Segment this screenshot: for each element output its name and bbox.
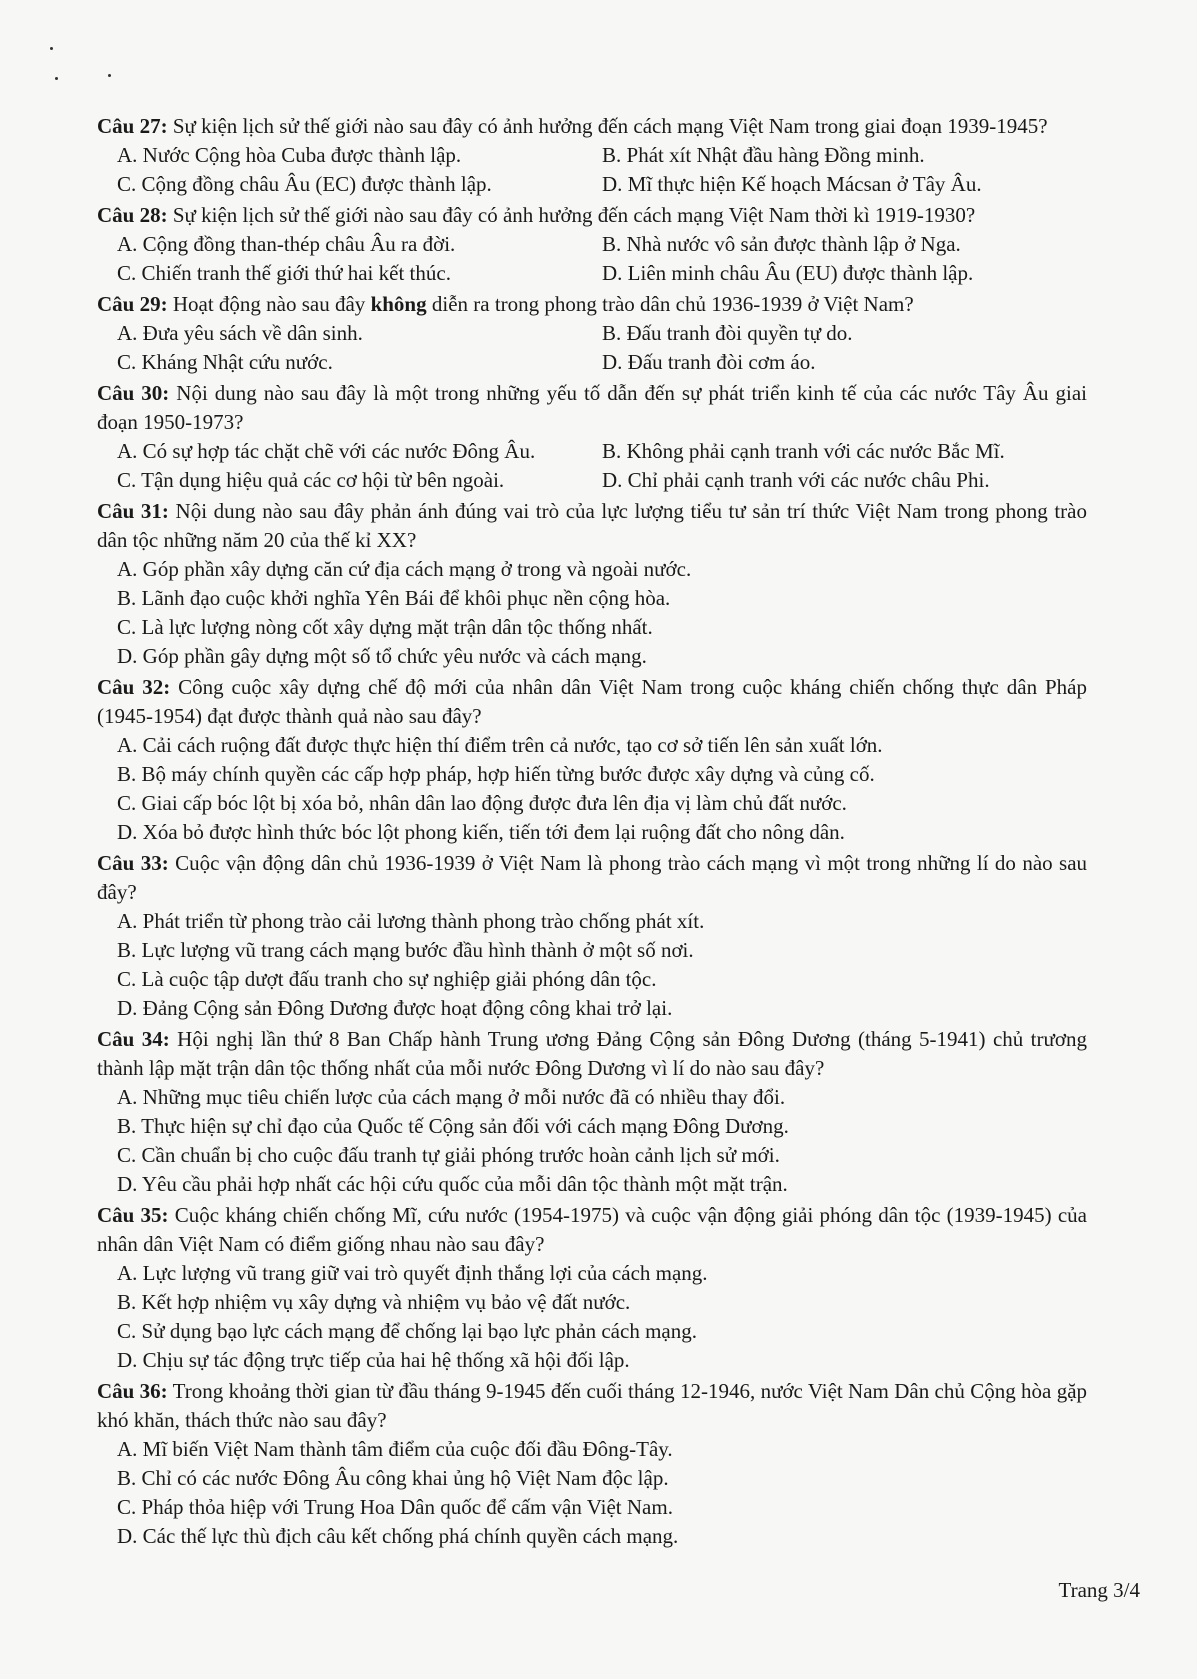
answer-options: [97, 1435, 1087, 1551]
option-text: Chịu sự tác động trực tiếp của hai hệ thống xã hội đối lập.: [142, 1348, 630, 1372]
option-text: Pháp thỏa hiệp với Trung Hoa Dân quốc để cấm vận Việt Nam.: [141, 1495, 673, 1519]
question-block: [97, 1025, 1087, 1199]
page-number: Trang 3/4: [1058, 1578, 1140, 1602]
answer-options: [97, 555, 1087, 671]
question-stem-emphasis: không: [370, 292, 427, 316]
option-letter: B.: [602, 232, 622, 256]
question-stem: Cuộc kháng chiến chống Mĩ, cứu nước (1954-1975) và cuộc vận động giải phóng dân tộc (1939-1945) của nhân dân Việt Nam có điểm giống nhau nào sau đây?: [97, 1203, 1088, 1256]
scan-speck: [55, 77, 58, 80]
answer-option: [117, 731, 1087, 760]
question-number: Câu 27:: [97, 114, 168, 138]
option-letter: A.: [117, 321, 138, 345]
option-text: Đấu tranh đòi quyền tự do.: [626, 321, 853, 345]
answer-options: [97, 1259, 1087, 1375]
option-letter: B.: [602, 321, 622, 345]
question-block: [97, 1377, 1087, 1551]
option-letter: B.: [117, 762, 137, 786]
option-letter: D.: [117, 1348, 138, 1372]
option-letter: A.: [117, 1261, 138, 1285]
option-row: [117, 348, 1087, 377]
question-text: [97, 201, 1087, 230]
option-letter: B.: [117, 1290, 137, 1314]
answer-options: [97, 731, 1087, 847]
answer-option: [117, 760, 1087, 789]
option-row: [117, 319, 1087, 348]
option-letter: D.: [117, 820, 138, 844]
question-text: [97, 379, 1087, 437]
question-number: Câu 29:: [97, 292, 168, 316]
answer-option: [117, 936, 1087, 965]
answer-option: [602, 348, 1087, 377]
option-letter: D.: [602, 261, 623, 285]
answer-option: [117, 1464, 1087, 1493]
question-stem: Công cuộc xây dựng chế độ mới của nhân dân Việt Nam trong cuộc kháng chiến chống thực dân Pháp (1945-1954) đạt được thành quả nào sau đây?: [97, 675, 1087, 728]
question-block: [97, 290, 1087, 377]
option-letter: C.: [117, 1143, 137, 1167]
answer-option: [117, 1435, 1087, 1464]
question-block: [97, 849, 1087, 1023]
scan-speck: [50, 47, 53, 50]
answer-option: [117, 319, 602, 348]
option-text: Giai cấp bóc lột bị xóa bỏ, nhân dân lao động được đưa lên địa vị làm chủ đất nước.: [141, 791, 847, 815]
answer-option: [117, 818, 1087, 847]
option-letter: D.: [117, 1524, 138, 1548]
option-text: Chiến tranh thế giới thứ hai kết thúc.: [141, 261, 451, 285]
option-text: Các thế lực thù địch câu kết chống phá chính quyền cách mạng.: [142, 1524, 679, 1548]
answer-option: [117, 437, 602, 466]
answer-option: [117, 1317, 1087, 1346]
question-stem: Sự kiện lịch sử thế giới nào sau đây có ảnh hưởng đến cách mạng Việt Nam trong giai đoạn 1939-1945?: [172, 114, 1048, 138]
option-text: Đấu tranh đòi cơm áo.: [627, 350, 816, 374]
option-text: Bộ máy chính quyền các cấp hợp pháp, hợp hiến từng bước được xây dựng và củng cố.: [141, 762, 875, 786]
answer-option: [117, 1259, 1087, 1288]
option-letter: D.: [602, 468, 623, 492]
option-text: Yêu cầu phải hợp nhất các hội cứu quốc của mỗi dân tộc thành một mặt trận.: [141, 1172, 788, 1196]
question-number: Câu 36:: [97, 1379, 168, 1403]
option-letter: C.: [117, 1495, 137, 1519]
answer-option: [117, 1112, 1087, 1141]
option-row: [117, 437, 1087, 466]
option-row: [117, 466, 1087, 495]
option-text: Là lực lượng nòng cốt xây dựng mặt trận dân tộc thống nhất.: [141, 615, 653, 639]
question-text: [97, 112, 1087, 141]
question-stem: Cuộc vận động dân chủ 1936-1939 ở Việt Nam là phong trào cách mạng vì một trong những lí do nào sau đây?: [97, 851, 1088, 904]
option-letter: C.: [117, 172, 137, 196]
answer-option: [602, 466, 1087, 495]
option-text: Tận dụng hiệu quả các cơ hội từ bên ngoài.: [141, 468, 505, 492]
answer-options: [97, 907, 1087, 1023]
question-text: [97, 290, 1087, 319]
answer-option: [117, 1141, 1087, 1170]
option-letter: C.: [117, 791, 137, 815]
option-letter: B.: [117, 586, 137, 610]
question-stem: Trong khoảng thời gian từ đầu tháng 9-1945 đến cuối tháng 12-1946, nước Việt Nam Dân chủ Cộng hòa gặp khó khăn, thách thức nào sau đây?: [97, 1379, 1088, 1432]
answer-option: [117, 259, 602, 288]
option-text: Chỉ phải cạnh tranh với các nước châu Phi.: [627, 468, 990, 492]
question-block: [97, 201, 1087, 288]
option-letter: B.: [117, 1114, 137, 1138]
answer-option: [117, 1522, 1087, 1551]
option-letter: A.: [117, 733, 138, 757]
option-letter: C.: [117, 1319, 137, 1343]
option-letter: D.: [117, 644, 138, 668]
answer-option: [117, 584, 1087, 613]
option-letter: A.: [117, 232, 138, 256]
question-stem: Nội dung nào sau đây là một trong những yếu tố dẫn đến sự phát triển kinh tế của các nước Tây Âu giai đoạn 1950-1973?: [97, 381, 1088, 434]
option-text: Lãnh đạo cuộc khởi nghĩa Yên Bái để khôi phục nền cộng hòa.: [141, 586, 671, 610]
answer-option: [117, 348, 602, 377]
option-text: Có sự hợp tác chặt chẽ với các nước Đông Âu.: [142, 439, 536, 463]
answer-option: [117, 1083, 1087, 1112]
option-row: [117, 259, 1087, 288]
question-text: [97, 1025, 1087, 1083]
answer-options: [97, 437, 1087, 495]
option-row: [117, 230, 1087, 259]
question-block: [97, 379, 1087, 495]
option-text: Kết hợp nhiệm vụ xây dựng và nhiệm vụ bảo vệ đất nước.: [141, 1290, 631, 1314]
option-text: Đảng Cộng sản Đông Dương được hoạt động công khai trở lại.: [142, 996, 673, 1020]
option-letter: D.: [117, 996, 138, 1020]
scan-speck: [108, 74, 111, 77]
answer-options: [97, 1083, 1087, 1199]
option-text: Sử dụng bạo lực cách mạng để chống lại bạo lực phản cách mạng.: [141, 1319, 697, 1343]
option-text: Phát xít Nhật đầu hàng Đồng minh.: [626, 143, 925, 167]
question-number: Câu 30:: [97, 381, 170, 405]
answer-option: [117, 613, 1087, 642]
question-block: [97, 497, 1087, 671]
option-text: Là cuộc tập dượt đấu tranh cho sự nghiệp giải phóng dân tộc.: [141, 967, 657, 991]
answer-options: [97, 230, 1087, 288]
option-letter: B.: [117, 938, 137, 962]
option-text: Liên minh châu Âu (EU) được thành lập.: [627, 261, 974, 285]
option-letter: C.: [117, 468, 137, 492]
question-number: Câu 31:: [97, 499, 169, 523]
answer-option: [117, 466, 602, 495]
option-letter: A.: [117, 1085, 138, 1109]
answer-option: [117, 1493, 1087, 1522]
option-text: Cộng đồng than-thép châu Âu ra đời.: [142, 232, 456, 256]
option-letter: B.: [117, 1466, 137, 1490]
question-number: Câu 34:: [97, 1027, 170, 1051]
question-stem: Nội dung nào sau đây phản ánh đúng vai trò của lực lượng tiểu tư sản trí thức Việt Nam trong phong trào dân tộc những năm 20 của thế kỉ XX?: [97, 499, 1087, 552]
question-number: Câu 33:: [97, 851, 169, 875]
option-letter: A.: [117, 439, 138, 463]
question-stem: Hoạt động nào sau đây: [172, 292, 371, 316]
question-list: [97, 112, 1087, 1553]
option-letter: C.: [117, 967, 137, 991]
option-letter: B.: [602, 439, 622, 463]
option-row: [117, 170, 1087, 199]
answer-option: [602, 230, 1087, 259]
question-stem: Sự kiện lịch sử thế giới nào sau đây có ảnh hưởng đến cách mạng Việt Nam thời kì 1919-1930?: [172, 203, 976, 227]
answer-option: [602, 141, 1087, 170]
option-text: Góp phần gây dựng một số tổ chức yêu nước và cách mạng.: [142, 644, 647, 668]
option-text: Cộng đồng châu Âu (EC) được thành lập.: [141, 172, 492, 196]
option-letter: D.: [117, 1172, 138, 1196]
option-letter: A.: [117, 909, 138, 933]
question-text: [97, 673, 1087, 731]
answer-option: [117, 907, 1087, 936]
question-text: [97, 1377, 1087, 1435]
question-text: [97, 1201, 1087, 1259]
question-block: [97, 673, 1087, 847]
option-text: Chỉ có các nước Đông Âu công khai ủng hộ Việt Nam độc lập.: [141, 1466, 669, 1490]
answer-option: [117, 789, 1087, 818]
option-text: Cải cách ruộng đất được thực hiện thí điểm trên cả nước, tạo cơ sở tiến lên sản xuất lớn.: [142, 733, 883, 757]
answer-options: [97, 141, 1087, 199]
answer-option: [117, 1170, 1087, 1199]
option-text: Những mục tiêu chiến lược của cách mạng ở mỗi nước đã có nhiều thay đổi.: [142, 1085, 786, 1109]
question-text: [97, 497, 1087, 555]
option-letter: A.: [117, 143, 138, 167]
answer-option: [117, 555, 1087, 584]
question-number: Câu 28:: [97, 203, 168, 227]
answer-option: [117, 1346, 1087, 1375]
option-text: Nước Cộng hòa Cuba được thành lập.: [142, 143, 462, 167]
option-letter: D.: [602, 172, 623, 196]
question-number: Câu 35:: [97, 1203, 169, 1227]
answer-option: [117, 170, 602, 199]
question-stem: Hội nghị lần thứ 8 Ban Chấp hành Trung ương Đảng Cộng sản Đông Dương (tháng 5-1941) chủ trương thành lập mặt trận dân tộc thống nhất của mỗi nước Đông Dương vì lí do nào sau đây?: [97, 1027, 1088, 1080]
answer-option: [602, 437, 1087, 466]
option-text: Xóa bỏ được hình thức bóc lột phong kiến, tiến tới đem lại ruộng đất cho nông dân.: [142, 820, 845, 844]
question-text: [97, 849, 1087, 907]
question-block: [97, 112, 1087, 199]
answer-option: [117, 141, 602, 170]
option-letter: A.: [117, 1437, 138, 1461]
option-letter: B.: [602, 143, 622, 167]
question-number: Câu 32:: [97, 675, 171, 699]
option-text: Nhà nước vô sản được thành lập ở Nga.: [626, 232, 961, 256]
answer-options: [97, 319, 1087, 377]
option-letter: A.: [117, 557, 138, 581]
option-text: Lực lượng vũ trang cách mạng bước đầu hình thành ở một số nơi.: [141, 938, 694, 962]
option-letter: D.: [602, 350, 623, 374]
answer-option: [117, 230, 602, 259]
option-text: Thực hiện sự chỉ đạo của Quốc tế Cộng sản đối với cách mạng Đông Dương.: [141, 1114, 789, 1138]
question-block: [97, 1201, 1087, 1375]
option-letter: C.: [117, 615, 137, 639]
answer-option: [602, 170, 1087, 199]
option-text: Phát triển từ phong trào cải lương thành phong trào chống phát xít.: [142, 909, 705, 933]
answer-option: [117, 642, 1087, 671]
option-text: Mĩ biến Việt Nam thành tâm điểm của cuộc đối đầu Đông-Tây.: [142, 1437, 673, 1461]
option-text: Kháng Nhật cứu nước.: [141, 350, 333, 374]
option-text: Mĩ thực hiện Kế hoạch Mácsan ở Tây Âu.: [627, 172, 982, 196]
option-text: Không phải cạnh tranh với các nước Bắc Mĩ.: [626, 439, 1005, 463]
option-text: Cần chuẩn bị cho cuộc đấu tranh tự giải phóng trước hoàn cảnh lịch sử mới.: [141, 1143, 780, 1167]
question-stem: diễn ra trong phong trào dân chủ 1936-1939 ở Việt Nam?: [426, 292, 914, 316]
option-text: Đưa yêu sách về dân sinh.: [142, 321, 363, 345]
answer-option: [602, 319, 1087, 348]
answer-option: [117, 1288, 1087, 1317]
option-row: [117, 141, 1087, 170]
answer-option: [117, 994, 1087, 1023]
option-text: Góp phần xây dựng căn cứ địa cách mạng ở trong và ngoài nước.: [142, 557, 692, 581]
option-text: Lực lượng vũ trang giữ vai trò quyết định thắng lợi của cách mạng.: [142, 1261, 708, 1285]
answer-option: [117, 965, 1087, 994]
option-letter: C.: [117, 261, 137, 285]
answer-option: [602, 259, 1087, 288]
option-letter: C.: [117, 350, 137, 374]
